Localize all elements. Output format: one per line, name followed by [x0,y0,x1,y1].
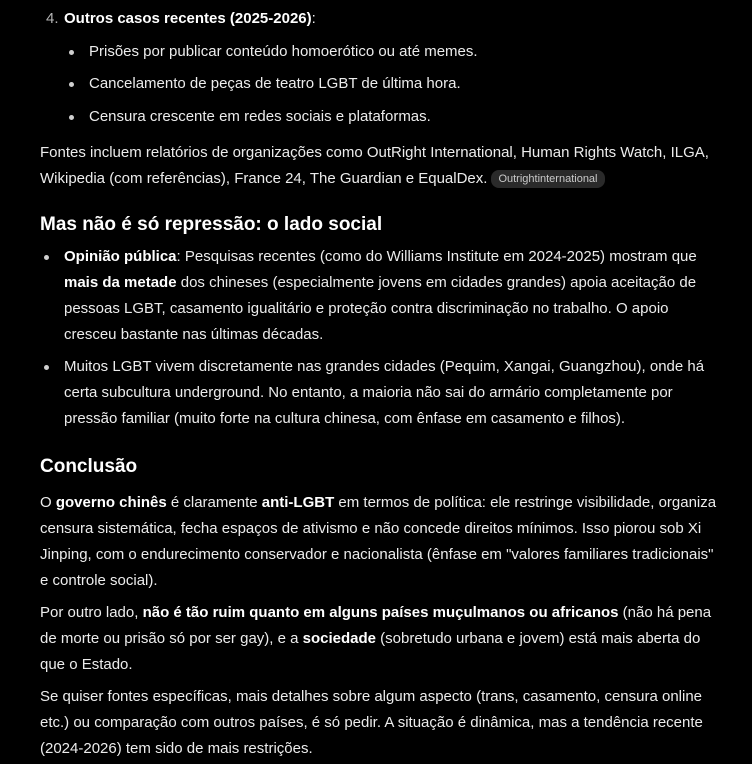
bold-text: governo chinês [55,493,167,511]
paragraph-text: em termos de política: ele restringe visibilidade, organiza censura sistemática, fecha espaços de ativismo e não concede direitos mínimos. Isso piorou sob Xi Jinping, com o endurecimento conservador e nacionalista (ênfase em "valores familiares tradicionais" e controle social). [40,493,717,589]
citation-badge[interactable]: Outrightinternational [491,170,604,188]
list-item-text: Prisões por publicar conteúdo homoerótico ou até memes. [89,42,478,60]
sources-paragraph [40,140,724,192]
bullet-icon [69,50,74,55]
list-item-text: Censura crescente em redes sociais e plataformas. [89,107,431,125]
sources-text: Fontes incluem relatórios de organizações como OutRight International, Human Rights Watch, ILGA, Wikipedia (com referências), France 24, The Guardian e EqualDex. [40,143,709,187]
paragraph-text: Por outro lado, [40,603,143,621]
bullet-icon [44,255,49,260]
paragraph-text: O [40,493,56,511]
numbered-item-4 [40,6,724,32]
title-colon: : [311,10,316,27]
list-item-text: : Pesquisas recentes (como do Williams Institute em 2024-2025) mostram que [176,247,697,265]
list-item [40,354,724,432]
recent-cases-list [40,39,724,130]
bold-text: anti-LGBT [261,493,335,511]
list-item [40,71,724,97]
bold-text: sociedade [302,629,377,647]
bold-text: não é tão ruim quanto em alguns países muçulmanos ou africanos [142,603,619,621]
paragraph-text: é claramente [166,493,262,511]
list-item-text: Muitos LGBT vivem discretamente nas grandes cidades (Pequim, Xangai, Guangzhou), onde há certa subcultura underground. No entanto, a maioria não sai do armário completamente por pressão familiar (muito forte na cultura chinesa, com ênfase em casamento e filhos). [64,357,705,427]
list-number: 4. [46,10,59,27]
conclusion-paragraph-2 [40,600,724,678]
bold-text: mais da metade [64,273,177,291]
bold-text: Opinião pública [64,247,177,265]
conclusion-paragraph-3: Se quiser fontes específicas, mais detalhes sobre algum aspecto (trans, casamento, censura online etc.) ou comparação com outros países, é só pedir. A situação é dinâmica, mas a tendência recente (2024-2026) tem sido de mais restrições. [40,687,703,757]
conclusion-paragraph-1 [40,490,724,594]
section-heading-conclusion: Conclusão [40,455,138,477]
list-item [40,104,724,130]
section-heading-social: Mas não é só repressão: o lado social [40,213,383,235]
list-item-text: dos chineses (especialmente jovens em cidades grandes) apoia aceitação de pessoas LGBT, casamento igualitário e proteção contra discriminação no trabalho. O apoio cresceu bastante nas últimas décadas. [64,273,697,343]
bullet-icon [69,115,74,120]
section-title: Outros casos recentes (2025-2026) [64,10,312,27]
bullet-icon [69,82,74,87]
list-item [40,244,724,348]
list-item-text: Cancelamento de peças de teatro LGBT de última hora. [89,75,461,92]
paragraph-text: (não há pena de morte ou prisão só por ser gay), e a [40,603,712,647]
paragraph-text: (sobretudo urbana e jovem) está mais aberta do que o Estado. [40,629,701,673]
social-list [40,244,724,432]
list-item [40,39,724,65]
bullet-icon [44,365,49,370]
